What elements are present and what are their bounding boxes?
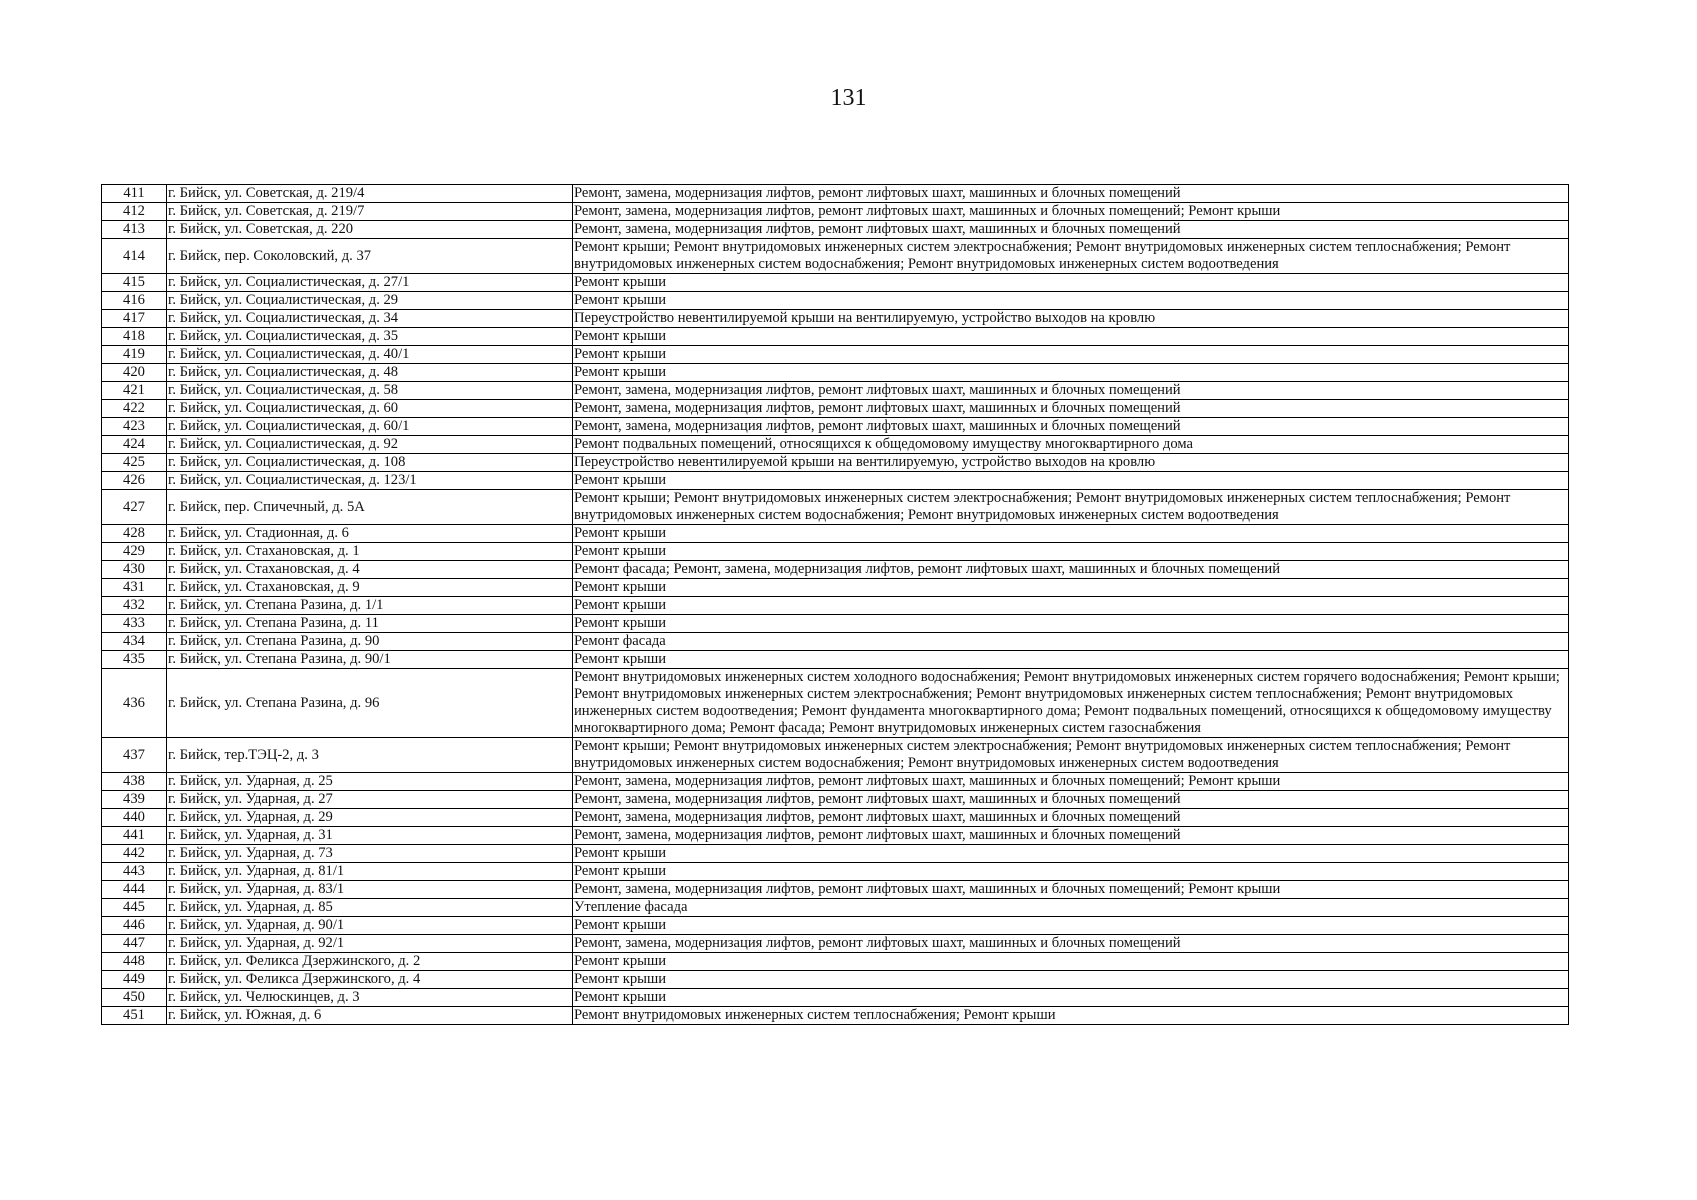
address-cell: г. Бийск, ул. Стадионная, д. 6 xyxy=(167,525,573,543)
table-row xyxy=(102,917,1569,935)
row-number: 426 xyxy=(102,472,167,490)
table-row xyxy=(102,543,1569,561)
works-cell: Ремонт, замена, модернизация лифтов, ремонт лифтовых шахт, машинных и блочных помещений xyxy=(573,221,1569,239)
works-cell: Ремонт, замена, модернизация лифтов, ремонт лифтовых шахт, машинных и блочных помещений; Ремонт крыши xyxy=(573,881,1569,899)
table-row xyxy=(102,239,1569,274)
row-number: 446 xyxy=(102,917,167,935)
address-cell: г. Бийск, ул. Социалистическая, д. 60 xyxy=(167,400,573,418)
row-number: 442 xyxy=(102,845,167,863)
works-cell: Ремонт крыши xyxy=(573,346,1569,364)
page-number: 131 xyxy=(830,85,867,111)
table-row xyxy=(102,899,1569,917)
row-number: 448 xyxy=(102,953,167,971)
address-cell: г. Бийск, ул. Социалистическая, д. 58 xyxy=(167,382,573,400)
works-cell: Ремонт крыши; Ремонт внутридомовых инженерных систем электроснабжения; Ремонт внутридомовых инженерных систем теплоснабжения; Ремонт внутридомовых инженерных систем водоснабжения; Ремонт внутридомовых инженерных систем водоотведения xyxy=(573,490,1569,525)
row-number: 418 xyxy=(102,328,167,346)
table-row xyxy=(102,791,1569,809)
works-cell: Ремонт крыши xyxy=(573,651,1569,669)
table-row xyxy=(102,863,1569,881)
address-cell: г. Бийск, ул. Социалистическая, д. 48 xyxy=(167,364,573,382)
table-row xyxy=(102,185,1569,203)
table-row xyxy=(102,633,1569,651)
row-number: 451 xyxy=(102,1007,167,1025)
works-cell: Ремонт подвальных помещений, относящихся к общедомовому имуществу многоквартирного дома xyxy=(573,436,1569,454)
row-number: 414 xyxy=(102,239,167,274)
works-cell: Ремонт, замена, модернизация лифтов, ремонт лифтовых шахт, машинных и блочных помещений xyxy=(573,400,1569,418)
works-cell: Ремонт, замена, модернизация лифтов, ремонт лифтовых шахт, машинных и блочных помещений xyxy=(573,809,1569,827)
row-number: 427 xyxy=(102,490,167,525)
table-row xyxy=(102,989,1569,1007)
works-cell: Ремонт крыши xyxy=(573,953,1569,971)
works-cell: Переустройство невентилируемой крыши на вентилируемую, устройство выходов на кровлю xyxy=(573,310,1569,328)
row-number: 439 xyxy=(102,791,167,809)
works-cell: Ремонт фасада xyxy=(573,633,1569,651)
address-cell: г. Бийск, ул. Ударная, д. 85 xyxy=(167,899,573,917)
address-cell: г. Бийск, ул. Ударная, д. 83/1 xyxy=(167,881,573,899)
address-cell: г. Бийск, ул. Ударная, д. 25 xyxy=(167,773,573,791)
table-row xyxy=(102,221,1569,239)
works-cell: Ремонт крыши xyxy=(573,274,1569,292)
table-row xyxy=(102,525,1569,543)
address-cell: г. Бийск, ул. Стахановская, д. 9 xyxy=(167,579,573,597)
works-cell: Ремонт крыши xyxy=(573,328,1569,346)
address-cell: г. Бийск, ул. Степана Разина, д. 11 xyxy=(167,615,573,633)
table-row xyxy=(102,1007,1569,1025)
table-row xyxy=(102,328,1569,346)
address-cell: г. Бийск, ул. Степана Разина, д. 1/1 xyxy=(167,597,573,615)
works-cell: Переустройство невентилируемой крыши на вентилируемую, устройство выходов на кровлю xyxy=(573,454,1569,472)
table-row xyxy=(102,881,1569,899)
row-number: 415 xyxy=(102,274,167,292)
row-number: 420 xyxy=(102,364,167,382)
address-cell: г. Бийск, ул. Степана Разина, д. 90/1 xyxy=(167,651,573,669)
row-number: 450 xyxy=(102,989,167,1007)
works-cell: Ремонт крыши xyxy=(573,364,1569,382)
table-row xyxy=(102,827,1569,845)
row-number: 449 xyxy=(102,971,167,989)
address-cell: г. Бийск, ул. Социалистическая, д. 60/1 xyxy=(167,418,573,436)
row-number: 419 xyxy=(102,346,167,364)
works-cell: Ремонт крыши xyxy=(573,863,1569,881)
row-number: 411 xyxy=(102,185,167,203)
address-cell: г. Бийск, ул. Социалистическая, д. 92 xyxy=(167,436,573,454)
works-cell: Ремонт крыши; Ремонт внутридомовых инженерных систем электроснабжения; Ремонт внутридомовых инженерных систем теплоснабжения; Ремонт внутридомовых инженерных систем водоснабжения; Ремонт внутридомовых инженерных систем водоотведения xyxy=(573,738,1569,773)
address-cell: г. Бийск, ул. Феликса Дзержинского, д. 2 xyxy=(167,953,573,971)
address-cell: г. Бийск, ул. Степана Разина, д. 90 xyxy=(167,633,573,651)
address-cell: г. Бийск, ул. Ударная, д. 27 xyxy=(167,791,573,809)
registry-table-body xyxy=(102,185,1569,1025)
address-cell: г. Бийск, ул. Ударная, д. 90/1 xyxy=(167,917,573,935)
table-row xyxy=(102,292,1569,310)
table-row xyxy=(102,773,1569,791)
table-row xyxy=(102,490,1569,525)
row-number: 444 xyxy=(102,881,167,899)
works-cell: Ремонт, замена, модернизация лифтов, ремонт лифтовых шахт, машинных и блочных помещений xyxy=(573,791,1569,809)
row-number: 443 xyxy=(102,863,167,881)
row-number: 428 xyxy=(102,525,167,543)
works-cell: Ремонт крыши xyxy=(573,615,1569,633)
table-row xyxy=(102,454,1569,472)
row-number: 441 xyxy=(102,827,167,845)
row-number: 435 xyxy=(102,651,167,669)
address-cell: г. Бийск, ул. Социалистическая, д. 27/1 xyxy=(167,274,573,292)
works-cell: Ремонт крыши xyxy=(573,543,1569,561)
table-row xyxy=(102,651,1569,669)
table-row xyxy=(102,400,1569,418)
address-cell: г. Бийск, ул. Социалистическая, д. 34 xyxy=(167,310,573,328)
address-cell: г. Бийск, пер. Соколовский, д. 37 xyxy=(167,239,573,274)
works-cell: Ремонт крыши xyxy=(573,525,1569,543)
address-cell: г. Бийск, ул. Социалистическая, д. 40/1 xyxy=(167,346,573,364)
address-cell: г. Бийск, ул. Социалистическая, д. 35 xyxy=(167,328,573,346)
table-row xyxy=(102,809,1569,827)
address-cell: г. Бийск, ул. Советская, д. 219/7 xyxy=(167,203,573,221)
works-cell: Ремонт, замена, модернизация лифтов, ремонт лифтовых шахт, машинных и блочных помещений; Ремонт крыши xyxy=(573,773,1569,791)
table-row xyxy=(102,382,1569,400)
table-row xyxy=(102,953,1569,971)
table-row xyxy=(102,561,1569,579)
registry-table xyxy=(101,184,1569,1025)
row-number: 417 xyxy=(102,310,167,328)
address-cell: г. Бийск, ул. Ударная, д. 92/1 xyxy=(167,935,573,953)
works-cell: Ремонт, замена, модернизация лифтов, ремонт лифтовых шахт, машинных и блочных помещений xyxy=(573,827,1569,845)
works-cell: Ремонт, замена, модернизация лифтов, ремонт лифтовых шахт, машинных и блочных помещений xyxy=(573,935,1569,953)
address-cell: г. Бийск, ул. Социалистическая, д. 108 xyxy=(167,454,573,472)
table-row xyxy=(102,738,1569,773)
row-number: 423 xyxy=(102,418,167,436)
table-row xyxy=(102,364,1569,382)
row-number: 432 xyxy=(102,597,167,615)
row-number: 425 xyxy=(102,454,167,472)
row-number: 416 xyxy=(102,292,167,310)
works-cell: Ремонт крыши xyxy=(573,472,1569,490)
row-number: 413 xyxy=(102,221,167,239)
row-number: 431 xyxy=(102,579,167,597)
row-number: 412 xyxy=(102,203,167,221)
address-cell: г. Бийск, ул. Ударная, д. 31 xyxy=(167,827,573,845)
row-number: 430 xyxy=(102,561,167,579)
works-cell: Ремонт, замена, модернизация лифтов, ремонт лифтовых шахт, машинных и блочных помещений xyxy=(573,418,1569,436)
table-row xyxy=(102,436,1569,454)
works-cell: Ремонт, замена, модернизация лифтов, ремонт лифтовых шахт, машинных и блочных помещений xyxy=(573,185,1569,203)
works-cell: Ремонт крыши xyxy=(573,597,1569,615)
address-cell: г. Бийск, ул. Ударная, д. 81/1 xyxy=(167,863,573,881)
row-number: 437 xyxy=(102,738,167,773)
row-number: 447 xyxy=(102,935,167,953)
row-number: 438 xyxy=(102,773,167,791)
address-cell: г. Бийск, пер. Спичечный, д. 5А xyxy=(167,490,573,525)
row-number: 424 xyxy=(102,436,167,454)
works-cell: Ремонт крыши xyxy=(573,292,1569,310)
table-row xyxy=(102,615,1569,633)
works-cell: Ремонт, замена, модернизация лифтов, ремонт лифтовых шахт, машинных и блочных помещений xyxy=(573,382,1569,400)
address-cell: г. Бийск, ул. Ударная, д. 29 xyxy=(167,809,573,827)
address-cell: г. Бийск, ул. Социалистическая, д. 29 xyxy=(167,292,573,310)
works-cell: Ремонт крыши xyxy=(573,989,1569,1007)
works-cell: Ремонт, замена, модернизация лифтов, ремонт лифтовых шахт, машинных и блочных помещений; Ремонт крыши xyxy=(573,203,1569,221)
works-cell: Ремонт крыши xyxy=(573,971,1569,989)
address-cell: г. Бийск, ул. Советская, д. 220 xyxy=(167,221,573,239)
row-number: 434 xyxy=(102,633,167,651)
row-number: 445 xyxy=(102,899,167,917)
works-cell: Утепление фасада xyxy=(573,899,1569,917)
table-row xyxy=(102,310,1569,328)
works-cell: Ремонт внутридомовых инженерных систем теплоснабжения; Ремонт крыши xyxy=(573,1007,1569,1025)
address-cell: г. Бийск, ул. Ударная, д. 73 xyxy=(167,845,573,863)
works-cell: Ремонт крыши; Ремонт внутридомовых инженерных систем электроснабжения; Ремонт внутридомовых инженерных систем теплоснабжения; Ремонт внутридомовых инженерных систем водоснабжения; Ремонт внутридомовых инженерных систем водоотведения xyxy=(573,239,1569,274)
address-cell: г. Бийск, ул. Южная, д. 6 xyxy=(167,1007,573,1025)
table-row xyxy=(102,472,1569,490)
table-row xyxy=(102,203,1569,221)
table-row xyxy=(102,579,1569,597)
table-row xyxy=(102,669,1569,738)
works-cell: Ремонт внутридомовых инженерных систем холодного водоснабжения; Ремонт внутридомовых инженерных систем горячего водоснабжения; Ремонт крыши; Ремонт внутридомовых инженерных систем электроснабжения; Ремонт внутридомовых инженерных систем теплоснабжения; Ремонт внутридомовых инженерных систем водоотведения; Ремонт фундамента многоквартирного дома; Ремонт подвальных помещений, относящихся к общедомовому имуществу многоквартирного дома; Ремонт фасада; Ремонт внутридомовых инженерных систем газоснабжения xyxy=(573,669,1569,738)
address-cell: г. Бийск, ул. Социалистическая, д. 123/1 xyxy=(167,472,573,490)
address-cell: г. Бийск, ул. Челюскинцев, д. 3 xyxy=(167,989,573,1007)
row-number: 436 xyxy=(102,669,167,738)
table-row xyxy=(102,597,1569,615)
address-cell: г. Бийск, ул. Феликса Дзержинского, д. 4 xyxy=(167,971,573,989)
address-cell: г. Бийск, ул. Стахановская, д. 4 xyxy=(167,561,573,579)
row-number: 429 xyxy=(102,543,167,561)
row-number: 440 xyxy=(102,809,167,827)
table-row xyxy=(102,274,1569,292)
works-cell: Ремонт крыши xyxy=(573,579,1569,597)
row-number: 422 xyxy=(102,400,167,418)
works-cell: Ремонт фасада; Ремонт, замена, модернизация лифтов, ремонт лифтовых шахт, машинных и блочных помещений xyxy=(573,561,1569,579)
address-cell: г. Бийск, ул. Степана Разина, д. 96 xyxy=(167,669,573,738)
table-row xyxy=(102,418,1569,436)
address-cell: г. Бийск, тер.ТЭЦ-2, д. 3 xyxy=(167,738,573,773)
row-number: 421 xyxy=(102,382,167,400)
address-cell: г. Бийск, ул. Советская, д. 219/4 xyxy=(167,185,573,203)
table-row xyxy=(102,935,1569,953)
table-row xyxy=(102,346,1569,364)
table-row xyxy=(102,971,1569,989)
works-cell: Ремонт крыши xyxy=(573,917,1569,935)
address-cell: г. Бийск, ул. Стахановская, д. 1 xyxy=(167,543,573,561)
works-cell: Ремонт крыши xyxy=(573,845,1569,863)
row-number: 433 xyxy=(102,615,167,633)
table-row xyxy=(102,845,1569,863)
